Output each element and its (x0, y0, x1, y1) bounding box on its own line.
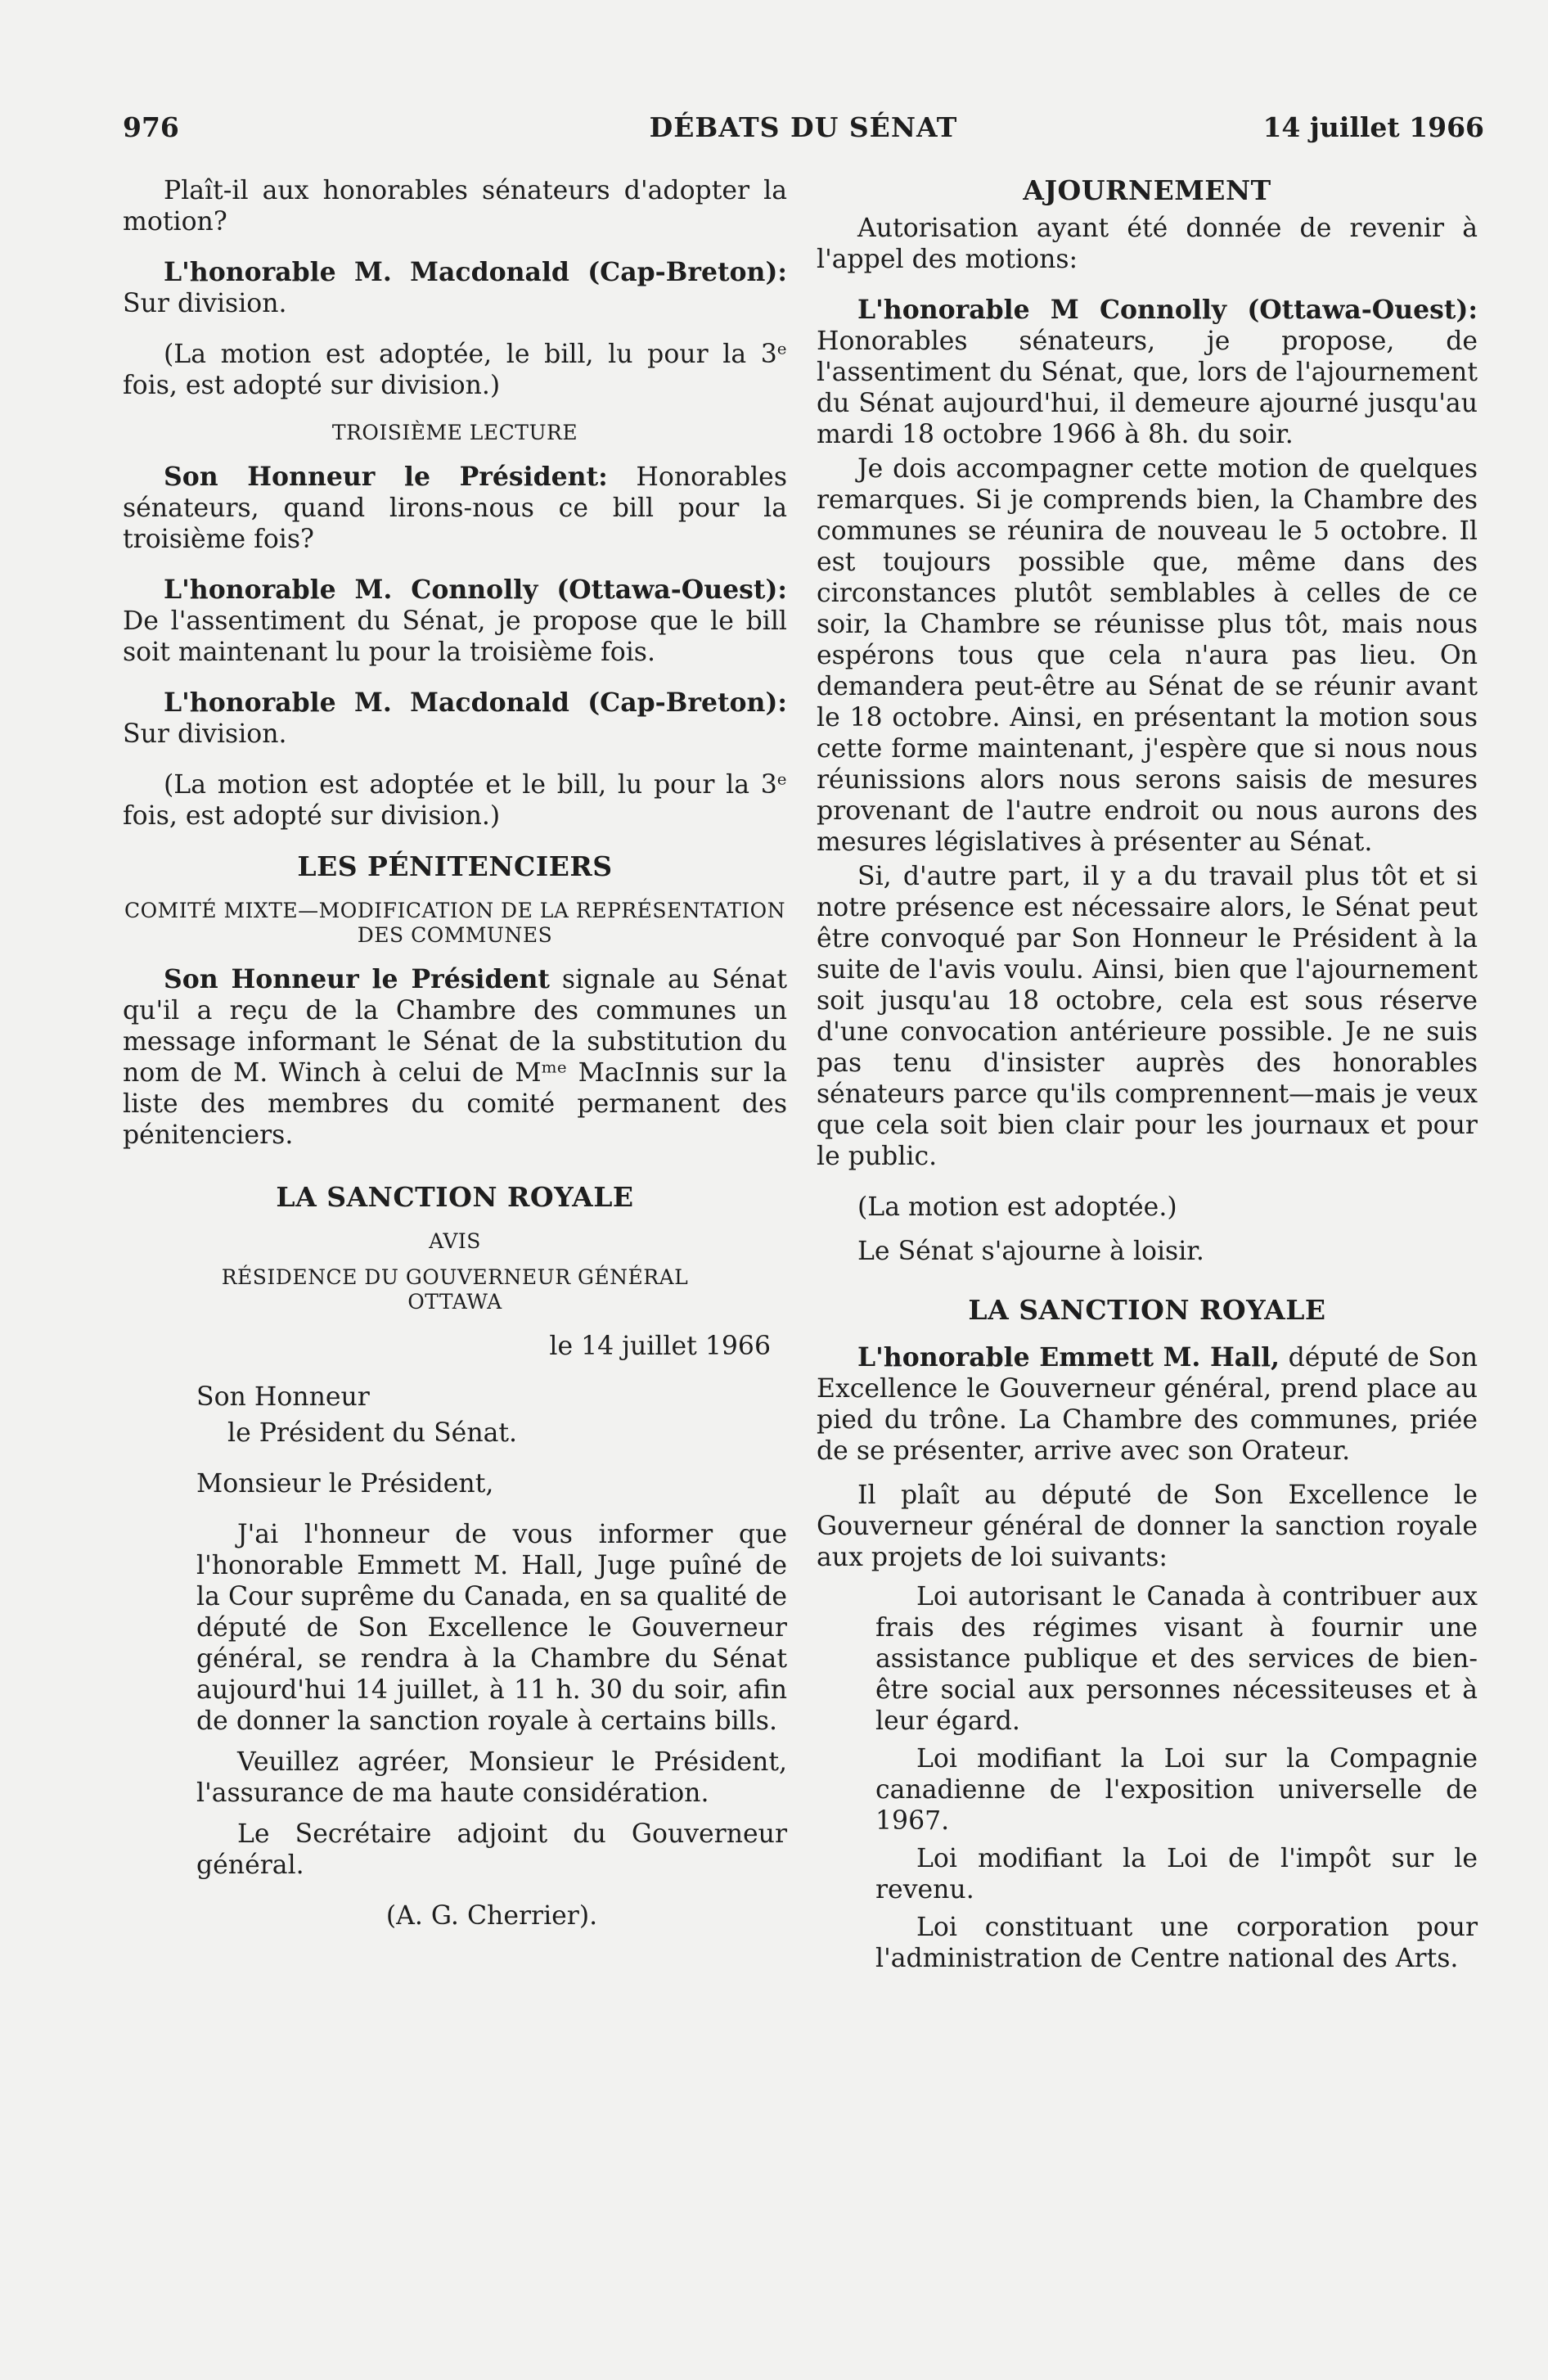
right-column (817, 175, 1478, 1981)
paragraph: L'honorable M Connolly (Ottawa-Ouest): Honorables sénateurs, je propose, de l'assentiment du Sénat, que, lors de l'ajournement du Sénat aujourd'hui, il demeure ajourné jusqu'au mardi 18 octobre 1966 à 8h. du soir. (817, 295, 1478, 449)
subheading: TROISIÈME LECTURE (331, 421, 578, 444)
subheading: RÉSIDENCE DU GOUVERNEUR GÉNÉRAL OTTAWA (221, 1265, 689, 1314)
paragraph: L'honorable M. Connolly (Ottawa-Ouest): De l'assentiment du Sénat, je propose que le bill soit maintenant lu pour la troisième fois. (123, 575, 787, 667)
speaker-name: Son Honneur le Président (164, 964, 550, 994)
section-heading: LES PÉNITENCIERS (297, 850, 613, 882)
speaker-name: L'honorable M. Macdonald (Cap-Breton): (164, 257, 787, 287)
subheading: AVIS (429, 1229, 481, 1253)
section-heading: LA SANCTION ROYALE (968, 1294, 1326, 1326)
subheading: COMITÉ MIXTE—MODIFICATION DE LA REPRÉSENTATION DES COMMUNES (124, 899, 786, 947)
paragraph: Son Honneur le Président signale au Sénat qu'il a reçu de la Chambre des communes un message informant le Sénat de la substitution du nom de M. Winch à celui de Mᵐᵉ MacInnis sur la liste des membres du comité permanent des pénitenciers. (123, 964, 787, 1150)
speaker-name: Son Honneur le Président: (164, 462, 608, 492)
speaker-name: L'honorable M Connolly (Ottawa-Ouest): (857, 295, 1478, 325)
section-heading: AJOURNEMENT (1023, 174, 1271, 206)
paragraph: L'honorable Emmett M. Hall, député de Son Excellence le Gouverneur général, prend place au pied du trône. La Chambre des communes, priée de se présenter, arrive avec son Orateur. (817, 1342, 1478, 1466)
paragraph: Le Sénat s'ajourne à loisir. (857, 1237, 1204, 1266)
letter-date: le 14 juillet 1966 (549, 1332, 771, 1361)
signature: (A. G. Cherrier). (385, 1901, 598, 1931)
paragraph: (La motion est adoptée et le bill, lu pour la 3ᵉ fois, est adopté sur division.) (123, 770, 787, 831)
speaker-name: L'honorable Emmett M. Hall, (857, 1342, 1280, 1373)
paragraph: Plaît-il aux honorables sénateurs d'adopter la motion? (123, 176, 787, 237)
addressee: Son Honneur (196, 1382, 370, 1412)
paragraph: L'honorable M. Macdonald (Cap-Breton): Sur division. (123, 687, 787, 749)
signer-title: Le Secrétaire adjoint du Gouverneur général. (196, 1819, 787, 1880)
section-heading: LA SANCTION ROYALE (276, 1181, 634, 1213)
header-date: 14 juillet 1966 (1262, 111, 1484, 143)
paragraph: Il plaît au député de Son Excellence le Gouverneur général de donner la sanction royale aux projets de loi suivants: (817, 1481, 1478, 1572)
salutation: Monsieur le Président, (196, 1469, 494, 1499)
paragraph: J'ai l'honneur de vous informer que l'honorable Emmett M. Hall, Juge puîné de la Cour suprême du Canada, en sa qualité de député de Son Excellence le Gouverneur général, se rendra à la Chambre du Sénat aujourd'hui 14 juillet, à 11 h. 30 du soir, afin de donner la sanction royale à certains bills. (196, 1520, 787, 1736)
left-column (123, 175, 787, 1951)
addressee: le Président du Sénat. (227, 1418, 518, 1448)
paragraph: L'honorable M. Macdonald (Cap-Breton): Sur division. (123, 257, 787, 318)
paragraph: Veuillez agréer, Monsieur le Président, l'assurance de ma haute considération. (196, 1747, 787, 1808)
paragraph: Autorisation ayant été donnée de revenir à l'appel des motions: (817, 214, 1478, 274)
speaker-name: L'honorable M. Macdonald (Cap-Breton): (164, 687, 787, 718)
list-item: Loi modifiant la Loi sur la Compagnie canadienne de l'exposition universelle de 1967. (875, 1744, 1478, 1836)
paragraph: Si, d'autre part, il y a du travail plus tôt et si notre présence est nécessaire alors, le Sénat peut être convoqué par Son Honneur le Président à la suite de l'avis voulu. Ainsi, bien que l'ajournement soit jusqu'au 18 octobre, cela est sous réserve d'une convocation antérieure possible. Je ne suis pas tenu d'insister auprès des honorables sénateurs parce qu'ils comprennent—mais je veux que cela soit bien clair pour les journaux et pour le public. (817, 862, 1478, 1171)
paragraph: (La motion est adoptée, le bill, lu pour la 3ᵉ fois, est adopté sur division.) (123, 340, 787, 400)
page-header (123, 111, 1484, 152)
running-title: DÉBATS DU SÉNAT (649, 111, 958, 143)
page-number: 976 (123, 111, 179, 143)
list-item: Loi constituant une corporation pour l'administration de Centre national des Arts. (875, 1913, 1478, 1973)
speaker-name: L'honorable M. Connolly (Ottawa-Ouest): (164, 575, 787, 605)
paragraph: Je dois accompagner cette motion de quelques remarques. Si je comprends bien, la Chambre des communes se réunira de nouveau le 5 octobre. Il est toujours possible que, même dans des circonstances plutôt semblables à celles de ce soir, la Chambre se réunisse plus tôt, mais nous espérons tous que cela n'aura pas lieu. On demandera peut-être au Sénat de se réunir avant le 18 octobre. Ainsi, en présentant la motion sous cette forme maintenant, j'espère que si nous nous réunissions alors nous serons saisis de mesures provenant de l'autre endroit ou nous aurons des mesures législatives à présenter au Sénat. (817, 454, 1478, 857)
law-list (817, 1581, 1478, 1974)
letter (123, 1331, 787, 1931)
paragraph: (La motion est adoptée.) (857, 1192, 1177, 1222)
list-item: Loi autorisant le Canada à contribuer aux frais des régimes visant à fournir une assistance publique et des services de bien-être social aux personnes nécessiteuses et à leur égard. (875, 1582, 1478, 1736)
list-item: Loi modifiant la Loi de l'impôt sur le revenu. (875, 1844, 1478, 1904)
paragraph: Son Honneur le Président: Honorables sénateurs, quand lirons-nous ce bill pour la troisième fois? (123, 462, 787, 554)
